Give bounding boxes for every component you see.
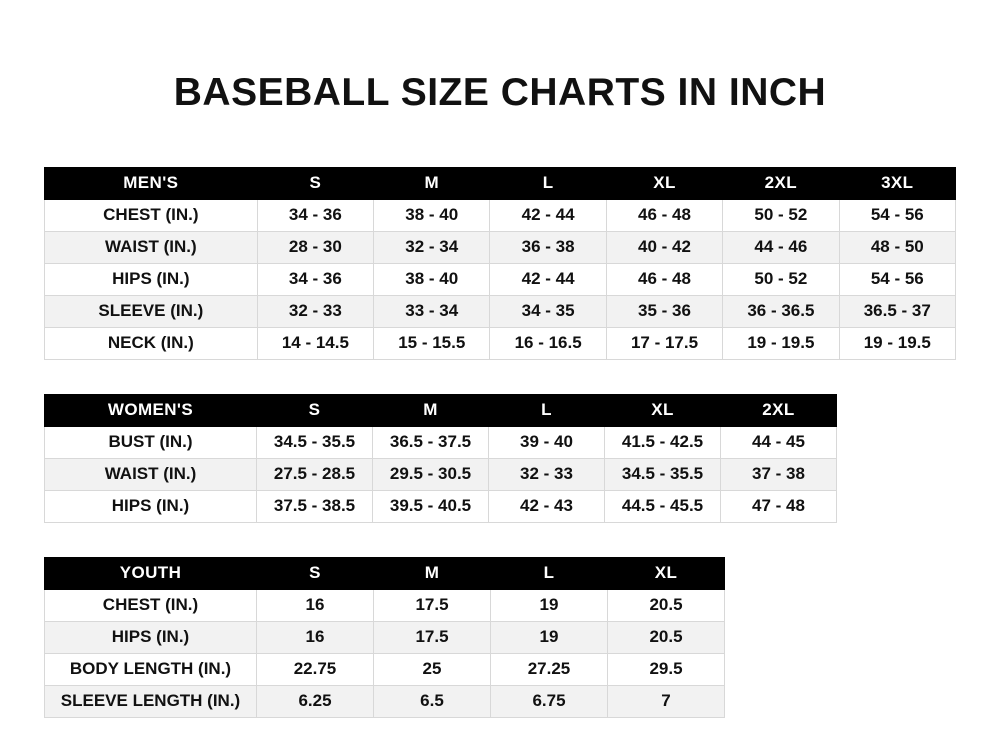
mens-header-2xl: 2XL bbox=[723, 167, 839, 199]
cell: 42 - 44 bbox=[490, 199, 606, 231]
womens-header-label: WOMEN'S bbox=[45, 394, 257, 426]
cell: 19 - 19.5 bbox=[723, 327, 839, 359]
cell: 48 - 50 bbox=[839, 231, 955, 263]
table-header-row bbox=[45, 557, 725, 589]
youth-header-l: L bbox=[491, 557, 608, 589]
row-label: CHEST (IN.) bbox=[45, 589, 257, 621]
cell: 44 - 45 bbox=[721, 426, 837, 458]
cell: 32 - 34 bbox=[374, 231, 490, 263]
table-row bbox=[45, 490, 837, 522]
table-row bbox=[45, 426, 837, 458]
cell: 36.5 - 37.5 bbox=[373, 426, 489, 458]
youth-header-label: YOUTH bbox=[45, 557, 257, 589]
womens-header-l: L bbox=[489, 394, 605, 426]
table-header-row bbox=[45, 394, 837, 426]
table-row bbox=[45, 621, 725, 653]
cell: 19 - 19.5 bbox=[839, 327, 955, 359]
cell: 16 bbox=[257, 589, 374, 621]
cell: 41.5 - 42.5 bbox=[605, 426, 721, 458]
row-label: HIPS (IN.) bbox=[45, 490, 257, 522]
table-row bbox=[45, 263, 956, 295]
row-label: SLEEVE (IN.) bbox=[45, 295, 258, 327]
cell: 20.5 bbox=[608, 621, 725, 653]
mens-header-m: M bbox=[374, 167, 490, 199]
mens-size-table bbox=[44, 167, 956, 360]
youth-header-s: S bbox=[257, 557, 374, 589]
cell: 16 bbox=[257, 621, 374, 653]
cell: 28 - 30 bbox=[257, 231, 373, 263]
cell: 7 bbox=[608, 685, 725, 717]
cell: 17.5 bbox=[374, 621, 491, 653]
table-row bbox=[45, 458, 837, 490]
row-label: WAIST (IN.) bbox=[45, 231, 258, 263]
womens-header-xl: XL bbox=[605, 394, 721, 426]
womens-header-2xl: 2XL bbox=[721, 394, 837, 426]
cell: 34.5 - 35.5 bbox=[605, 458, 721, 490]
womens-size-table bbox=[44, 394, 837, 523]
cell: 37 - 38 bbox=[721, 458, 837, 490]
cell: 6.75 bbox=[491, 685, 608, 717]
row-label: NECK (IN.) bbox=[45, 327, 258, 359]
table-spacer bbox=[44, 360, 956, 394]
youth-header-xl: XL bbox=[608, 557, 725, 589]
table-row bbox=[45, 231, 956, 263]
table-row bbox=[45, 589, 725, 621]
cell: 25 bbox=[374, 653, 491, 685]
cell: 50 - 52 bbox=[723, 263, 839, 295]
cell: 19 bbox=[491, 621, 608, 653]
cell: 50 - 52 bbox=[723, 199, 839, 231]
cell: 37.5 - 38.5 bbox=[257, 490, 373, 522]
row-label: HIPS (IN.) bbox=[45, 263, 258, 295]
cell: 47 - 48 bbox=[721, 490, 837, 522]
cell: 19 bbox=[491, 589, 608, 621]
cell: 54 - 56 bbox=[839, 263, 955, 295]
cell: 17 - 17.5 bbox=[606, 327, 722, 359]
charts-container bbox=[0, 167, 1000, 718]
youth-size-table bbox=[44, 557, 725, 718]
cell: 44.5 - 45.5 bbox=[605, 490, 721, 522]
row-label: BODY LENGTH (IN.) bbox=[45, 653, 257, 685]
table-spacer bbox=[44, 523, 956, 557]
cell: 36 - 38 bbox=[490, 231, 606, 263]
cell: 39.5 - 40.5 bbox=[373, 490, 489, 522]
cell: 38 - 40 bbox=[374, 263, 490, 295]
cell: 22.75 bbox=[257, 653, 374, 685]
cell: 35 - 36 bbox=[606, 295, 722, 327]
page-title: BASEBALL SIZE CHARTS IN INCH bbox=[173, 71, 827, 114]
table-row bbox=[45, 327, 956, 359]
cell: 44 - 46 bbox=[723, 231, 839, 263]
table-row bbox=[45, 653, 725, 685]
cell: 42 - 43 bbox=[489, 490, 605, 522]
mens-header-label: MEN'S bbox=[45, 167, 258, 199]
cell: 42 - 44 bbox=[490, 263, 606, 295]
row-label: BUST (IN.) bbox=[45, 426, 257, 458]
cell: 46 - 48 bbox=[606, 199, 722, 231]
cell: 33 - 34 bbox=[374, 295, 490, 327]
row-label: CHEST (IN.) bbox=[45, 199, 258, 231]
mens-header-l: L bbox=[490, 167, 606, 199]
cell: 36 - 36.5 bbox=[723, 295, 839, 327]
mens-header-s: S bbox=[257, 167, 373, 199]
youth-header-m: M bbox=[374, 557, 491, 589]
row-label: HIPS (IN.) bbox=[45, 621, 257, 653]
cell: 36.5 - 37 bbox=[839, 295, 955, 327]
cell: 27.25 bbox=[491, 653, 608, 685]
cell: 38 - 40 bbox=[374, 199, 490, 231]
cell: 27.5 - 28.5 bbox=[257, 458, 373, 490]
cell: 34 - 36 bbox=[257, 263, 373, 295]
cell: 34 - 35 bbox=[490, 295, 606, 327]
table-header-row bbox=[45, 167, 956, 199]
cell: 29.5 bbox=[608, 653, 725, 685]
cell: 16 - 16.5 bbox=[490, 327, 606, 359]
cell: 6.5 bbox=[374, 685, 491, 717]
row-label: WAIST (IN.) bbox=[45, 458, 257, 490]
cell: 54 - 56 bbox=[839, 199, 955, 231]
cell: 46 - 48 bbox=[606, 263, 722, 295]
cell: 34.5 - 35.5 bbox=[257, 426, 373, 458]
cell: 32 - 33 bbox=[489, 458, 605, 490]
cell: 29.5 - 30.5 bbox=[373, 458, 489, 490]
cell: 32 - 33 bbox=[257, 295, 373, 327]
table-row bbox=[45, 199, 956, 231]
cell: 39 - 40 bbox=[489, 426, 605, 458]
cell: 15 - 15.5 bbox=[374, 327, 490, 359]
cell: 14 - 14.5 bbox=[257, 327, 373, 359]
table-row bbox=[45, 685, 725, 717]
table-row bbox=[45, 295, 956, 327]
womens-header-s: S bbox=[257, 394, 373, 426]
cell: 34 - 36 bbox=[257, 199, 373, 231]
cell: 17.5 bbox=[374, 589, 491, 621]
mens-header-xl: XL bbox=[606, 167, 722, 199]
cell: 40 - 42 bbox=[606, 231, 722, 263]
womens-header-m: M bbox=[373, 394, 489, 426]
mens-header-3xl: 3XL bbox=[839, 167, 955, 199]
row-label: SLEEVE LENGTH (IN.) bbox=[45, 685, 257, 717]
cell: 6.25 bbox=[257, 685, 374, 717]
cell: 20.5 bbox=[608, 589, 725, 621]
